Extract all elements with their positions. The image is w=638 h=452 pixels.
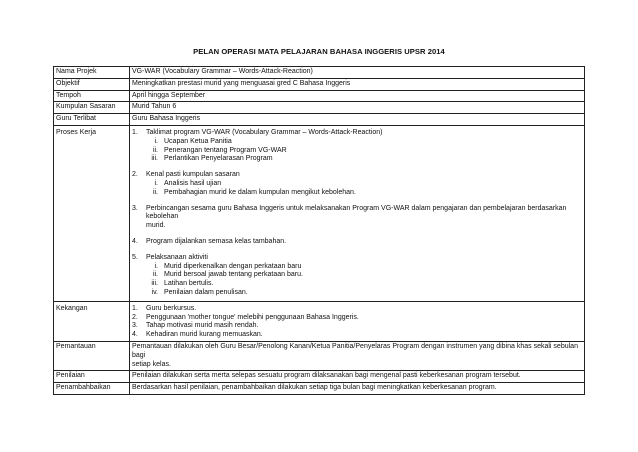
sub-item: i. Analisis hasil ujian: [154, 179, 222, 187]
table-row-penilaian: [54, 371, 585, 383]
step-3: [132, 205, 582, 223]
sub-item: i. Ucapan Ketua Panitia: [154, 137, 232, 145]
step-text-continued: murid.: [146, 222, 166, 230]
sub-item: iv. Penilaian dalam penulisan.: [151, 288, 248, 296]
table-row: [54, 102, 585, 114]
sub-item: i. Murid diperkenalkan dengan perkataan baru: [154, 262, 302, 270]
sub-item: ii. Penerangan tentang Program VG-WAR: [152, 146, 287, 154]
document-title: PELAN OPERASI MATA PELAJARAN BAHASA INGGERIS UPSR 2014: [193, 47, 445, 56]
row-value: April hingga September: [130, 90, 585, 102]
step-1: [132, 129, 582, 138]
row-value-line: setiap kelas.: [132, 360, 171, 368]
step-4: [132, 238, 582, 247]
step-number: 1.: [132, 128, 138, 136]
row-value-line: Pemantauan dilakukan oleh Guru Besar/Penolong Kanan/Ketua Panitia/Penyelaras Program dengan instrumen yang dibina khas sekali sebulan bagi: [132, 342, 578, 359]
row-value: Guru Bahasa Inggeris: [130, 114, 585, 126]
table-row-pemantauan: [54, 341, 585, 370]
plan-table: [53, 66, 585, 395]
step-5: [132, 254, 582, 263]
table-row-kekangan: [54, 301, 585, 341]
step-2: [132, 171, 582, 180]
row-label: Penambahbaikan: [54, 383, 130, 395]
row-label: Guru Terlibat: [54, 114, 130, 126]
list-item: 1. Guru berkursus.: [132, 304, 197, 312]
step-text: Perbincangan sesama guru Bahasa Inggeris untuk melaksanakan Program VG-WAR dalam pengajaran dan pembelajaran berdasarkan kebolehan: [146, 204, 567, 221]
sub-item: iii. Latihan bertulis.: [151, 280, 214, 288]
list-item: 2. Penggunaan 'mother tongue' melebihi penggunaan Bahasa Inggeris.: [132, 313, 359, 321]
proses-kerja-content: [130, 125, 585, 301]
row-value: Penilaian dilakukan serta merta selepas sesuatu program dilaksanakan bagi mengenal pasti keberkesanan program tersebut.: [130, 371, 585, 383]
row-value: VG-WAR (Vocabulary Grammar – Words-Attack-Reaction): [130, 67, 585, 79]
row-label: Penilaian: [54, 371, 130, 383]
table-row-penambahbaikan: [54, 383, 585, 395]
row-label: Proses Kerja: [54, 125, 130, 301]
table-row: [54, 90, 585, 102]
row-label: Pemantauan: [54, 341, 130, 370]
pemantauan-content: [130, 341, 585, 370]
step-text: Program dijalankan semasa kelas tambahan.: [146, 237, 287, 245]
table-row: [54, 67, 585, 79]
row-label: Kumpulan Sasaran: [54, 102, 130, 114]
table-row: [54, 78, 585, 90]
row-value: Murid Tahun 6: [130, 102, 585, 114]
table-row: [54, 114, 585, 126]
row-label: Kekangan: [54, 301, 130, 341]
list-item: 4. Kehadiran murid kurang memuaskan.: [132, 331, 263, 339]
step-text: Pelaksanaan aktiviti: [146, 253, 208, 261]
row-label: Nama Projek: [54, 67, 130, 79]
step-number: 3.: [132, 204, 138, 212]
row-value: Berdasarkan hasil penilaian, penambahbaikan dilakukan setiap tiga bulan bagi meningkatkan keberkesanan program.: [130, 383, 585, 395]
step-text: Taklimat program VG-WAR (Vocabulary Grammar – Words-Attack-Reaction): [146, 128, 383, 136]
step-number: 5.: [132, 253, 138, 261]
step-text: Kenal pasti kumpulan sasaran: [146, 171, 240, 179]
kekangan-content: [130, 301, 585, 341]
row-value: Meningkatkan prestasi murid yang menguasai gred C Bahasa Inggeris: [130, 78, 585, 90]
list-item: 3. Tahap motivasi murid masih rendah.: [132, 322, 259, 330]
row-label: Tempoh: [54, 90, 130, 102]
sub-item: iii. Perlantikan Penyelarasan Program: [151, 155, 273, 163]
step-number: 2.: [132, 171, 138, 179]
step-number: 4.: [132, 237, 138, 245]
sub-item: ii. Murid bersoal jawab tentang perkataan baru.: [152, 271, 303, 279]
row-label: Objektif: [54, 78, 130, 90]
table-row-proses-kerja: [54, 125, 585, 301]
sub-item: ii. Pembahagian murid ke dalam kumpulan mengikut kebolehan.: [152, 188, 356, 196]
